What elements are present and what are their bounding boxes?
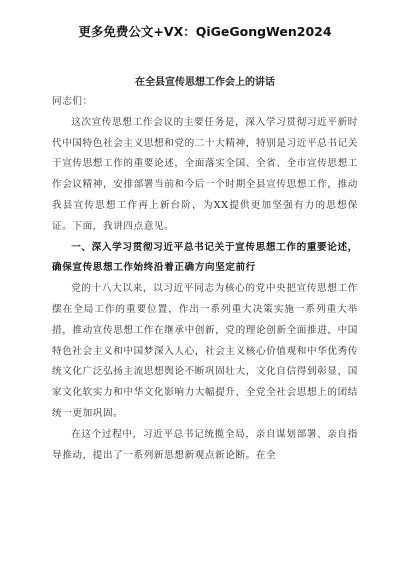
salutation: 同志们： xyxy=(52,96,93,107)
paragraph-continuation: 在这个过程中，习近平总书记统揽全局，亲自谋划部署、亲自指导推动，提出了一系列新思想新观点新论断。在全 xyxy=(52,428,358,461)
document-body xyxy=(52,92,358,466)
paragraph-section1: 党的十八大以来，以习近平同志为核心的党中央把宣传思想工作摆在全局工作的重要位置，作出一系列重大决策实施一系列重大举措，推动宣传思想工作在继承中创新，党的理论创新全面推进，中国特色社会主义和中国梦深入人心，社会主义核心价值观和中华优秀传统文化广泛弘扬主流思想舆论不断巩固壮大，文化自信得到彰显，国家文化软实力和中华文化影响力大幅提升，全党全社会思想上的团结统一更加巩固。 xyxy=(52,283,358,419)
promo-banner: 更多免费公文+VX：QiGeGongWen2024 xyxy=(78,24,332,39)
paragraph-intro: 这次宣传思想工作会议的主要任务是，深入学习贯彻习近平新时代中国特色社会主义思想和党的二十大精神，特别是习近平总书记关于宣传思想工作的重要论述，全面落实全国、全省、全市宣传思想工作会议精神，安排部署当前和今后一个时期全县宣传思想工作，推动我县宣传思想工作再上新台阶，为XX提供更加坚强有力的思想保证。下面，我讲四点意见。 xyxy=(52,116,358,232)
section-heading-1: 一、深入学习贯彻习近平总书记关于宣传思想工作的重要论述，确保宣传思想工作始终沿着正确方向坚定前行 xyxy=(52,241,358,274)
document-title: 在全县宣传思想工作会上的讲话 xyxy=(135,77,275,88)
